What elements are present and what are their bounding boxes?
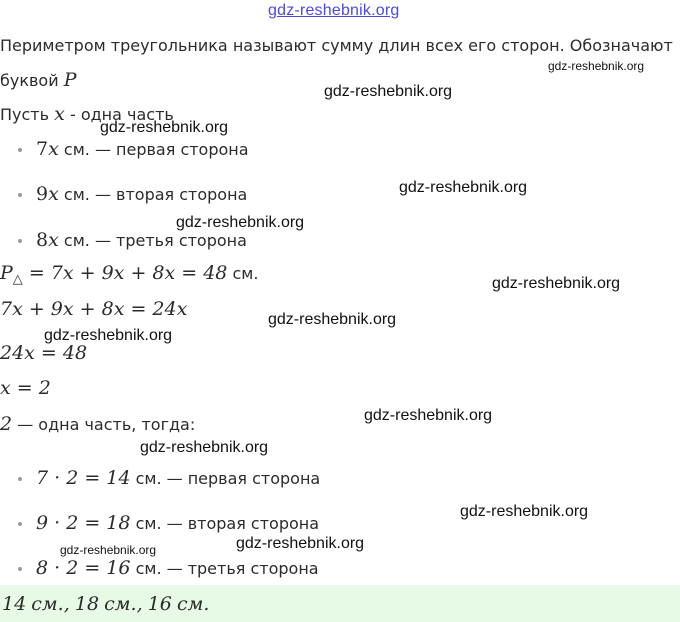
watermark: gdz-reshebnik.org bbox=[460, 503, 589, 520]
list-item: 7 · 2 = 14 см. — первая сторона bbox=[36, 467, 321, 489]
list-item: 9x см. — вторая сторона bbox=[36, 183, 248, 205]
list-item: 8x см. — третья сторона bbox=[36, 229, 247, 251]
intro-line-2 bbox=[0, 70, 77, 91]
perimeter-variable: P bbox=[63, 69, 77, 91]
let-suffix: - одна часть bbox=[69, 105, 174, 124]
watermark: gdz-reshebnik.org bbox=[548, 59, 645, 73]
list-bullet bbox=[18, 522, 22, 526]
watermark: gdz-reshebnik.org bbox=[492, 275, 621, 292]
watermark: gdz-reshebnik.org bbox=[100, 119, 229, 136]
watermark: gdz-reshebnik.org bbox=[60, 543, 157, 557]
equation-24x: 24x = 48 bbox=[0, 342, 88, 364]
let-prefix: Пусть bbox=[0, 105, 50, 124]
answer-text: 14 см., 18 см., 16 см. bbox=[2, 593, 210, 615]
watermark-top: gdz-reshebnik.org bbox=[268, 2, 400, 19]
intro-line-1: Периметром треугольника называют сумму длин всех его сторон. Обозначают bbox=[0, 36, 673, 55]
equation-x: x = 2 bbox=[0, 377, 51, 399]
then-statement: 2 — одна часть, тогда: bbox=[0, 413, 196, 435]
answer-box bbox=[0, 585, 680, 622]
list-item: 8 · 2 = 16 см. — третья сторона bbox=[36, 557, 319, 579]
intro-line-2-text: буквой bbox=[0, 71, 59, 90]
list-bullet bbox=[18, 567, 22, 571]
watermark: gdz-reshebnik.org bbox=[364, 407, 493, 424]
watermark: gdz-reshebnik.org bbox=[236, 535, 365, 552]
list-bullet bbox=[18, 477, 22, 481]
perimeter-equation: $P_\triangle = 7x + 9x + 8x = 48$ см. bbox=[0, 262, 259, 288]
watermark: gdz-reshebnik.org bbox=[399, 179, 528, 196]
equation-sum: 7x + 9x + 8x = 24x bbox=[0, 298, 188, 320]
list-bullet bbox=[18, 193, 22, 197]
watermark: gdz-reshebnik.org bbox=[324, 83, 453, 100]
list-item: 7x см. — первая сторона bbox=[36, 138, 249, 160]
watermark: gdz-reshebnik.org bbox=[176, 214, 305, 231]
watermark: gdz-reshebnik.org bbox=[268, 311, 397, 328]
list-bullet bbox=[18, 239, 22, 243]
let-variable: x bbox=[54, 103, 65, 125]
watermark: gdz-reshebnik.org bbox=[44, 327, 173, 344]
watermark: gdz-reshebnik.org bbox=[140, 439, 269, 456]
list-bullet bbox=[18, 148, 22, 152]
list-item: 9 · 2 = 18 см. — вторая сторона bbox=[36, 512, 320, 534]
